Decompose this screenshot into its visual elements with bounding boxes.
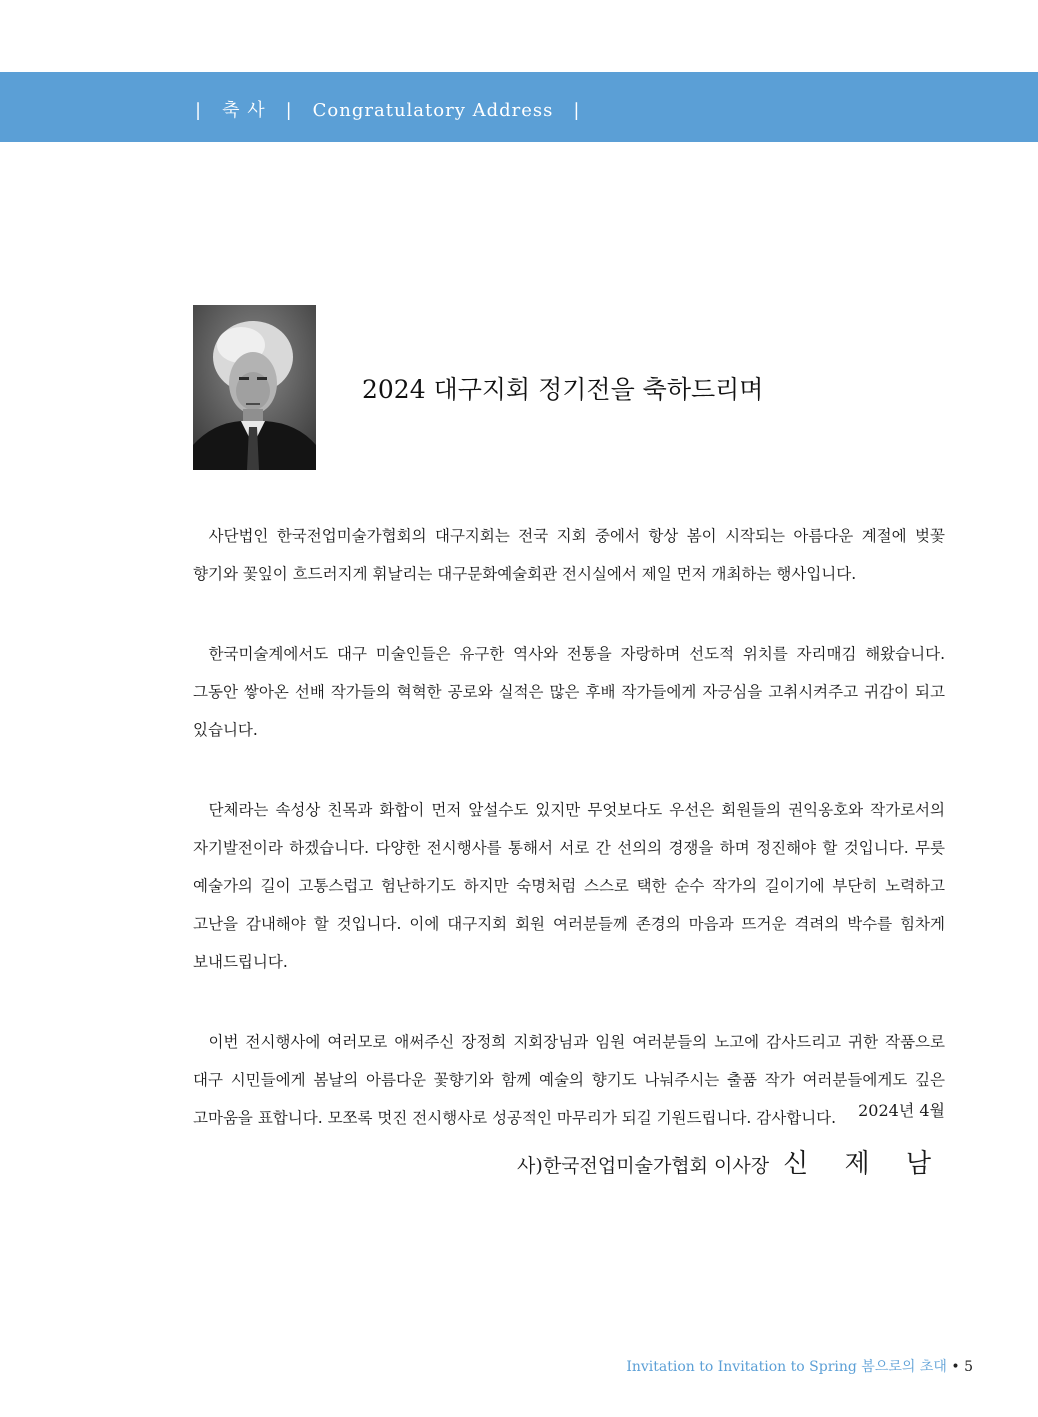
date-line: 2024년 4월 — [858, 1101, 945, 1120]
body-paragraph: 한국미술계에서도 대구 미술인들은 유구한 역사와 전통을 자랑하며 선도적 위치를 자리매김 해왔습니다. 그동안 쌓아온 선배 작가들의 혁혁한 공로와 실적은 많은 후배 작가들에게 자긍심을 고취시켜주고 귀감이 되고 있습니다. — [193, 645, 945, 739]
author-portrait — [193, 305, 316, 470]
address-body — [193, 517, 945, 1179]
page-footer — [626, 1356, 973, 1376]
footer-bullet: • — [951, 1359, 960, 1375]
section-header — [195, 96, 580, 122]
signer-name: 신 제 남 — [783, 1149, 945, 1179]
page-title: 2024 대구지회 정기전을 축하드리며 — [362, 375, 764, 404]
footer-publication-title: Invitation to Invitation to Spring 봄으로의 초대 — [626, 1359, 947, 1375]
body-paragraph: 단체라는 속성상 친목과 화합이 먼저 앞설수도 있지만 무엇보다도 우선은 회원들의 권익옹호와 작가로서의 자기발전이라 하겠습니다. 다양한 전시행사를 통해서 서로 간 선의의 경쟁을 하며 정진해야 할 것입니다. 무릇 예술가의 길이 고통스럽고 험난하기도 하지만 숙명처럼 스스로 택한 순수 작가의 길이기에 부단히 노력하고 고난을 감내해야 할 것입니다. 이에 대구지회 회원 여러분들께 존경의 마음과 뜨거운 격려의 박수를 힘차게 보내드립니다. — [193, 801, 945, 971]
section-title-english: Congratulatory Address — [312, 100, 554, 121]
section-title-korean: 축 사 — [222, 100, 266, 121]
signature-line — [517, 1143, 945, 1180]
header-divider: | — [285, 100, 293, 121]
header-divider: | — [195, 100, 203, 121]
body-paragraph: 사단법인 한국전업미술가협회의 대구지회는 전국 지회 중에서 항상 봄이 시작되는 아름다운 계절에 벚꽃 향기와 꽃잎이 흐드러지게 휘날리는 대구문화예술회관 전시실에서 제일 먼저 개최하는 행사입니다. — [193, 527, 945, 583]
header-divider: | — [573, 100, 581, 121]
signer-title: 사)한국전업미술가협회 이사장 — [517, 1155, 770, 1177]
body-paragraph: 이번 전시행사에 여러모로 애써주신 장정희 지회장님과 임원 여러분들의 노고에 감사드리고 귀한 작품으로 대구 시민들에게 봄날의 아름다운 꽃향기와 함께 예술의 향기도 나눠주시는 출품 작가 여러분들에게도 깊은 고마움을 표합니다. 모쪼록 멋진 전시행사로 성공적인 마무리가 되길 기원드립니다. 감사합니다. — [193, 1033, 945, 1127]
page-number: 5 — [964, 1359, 973, 1375]
